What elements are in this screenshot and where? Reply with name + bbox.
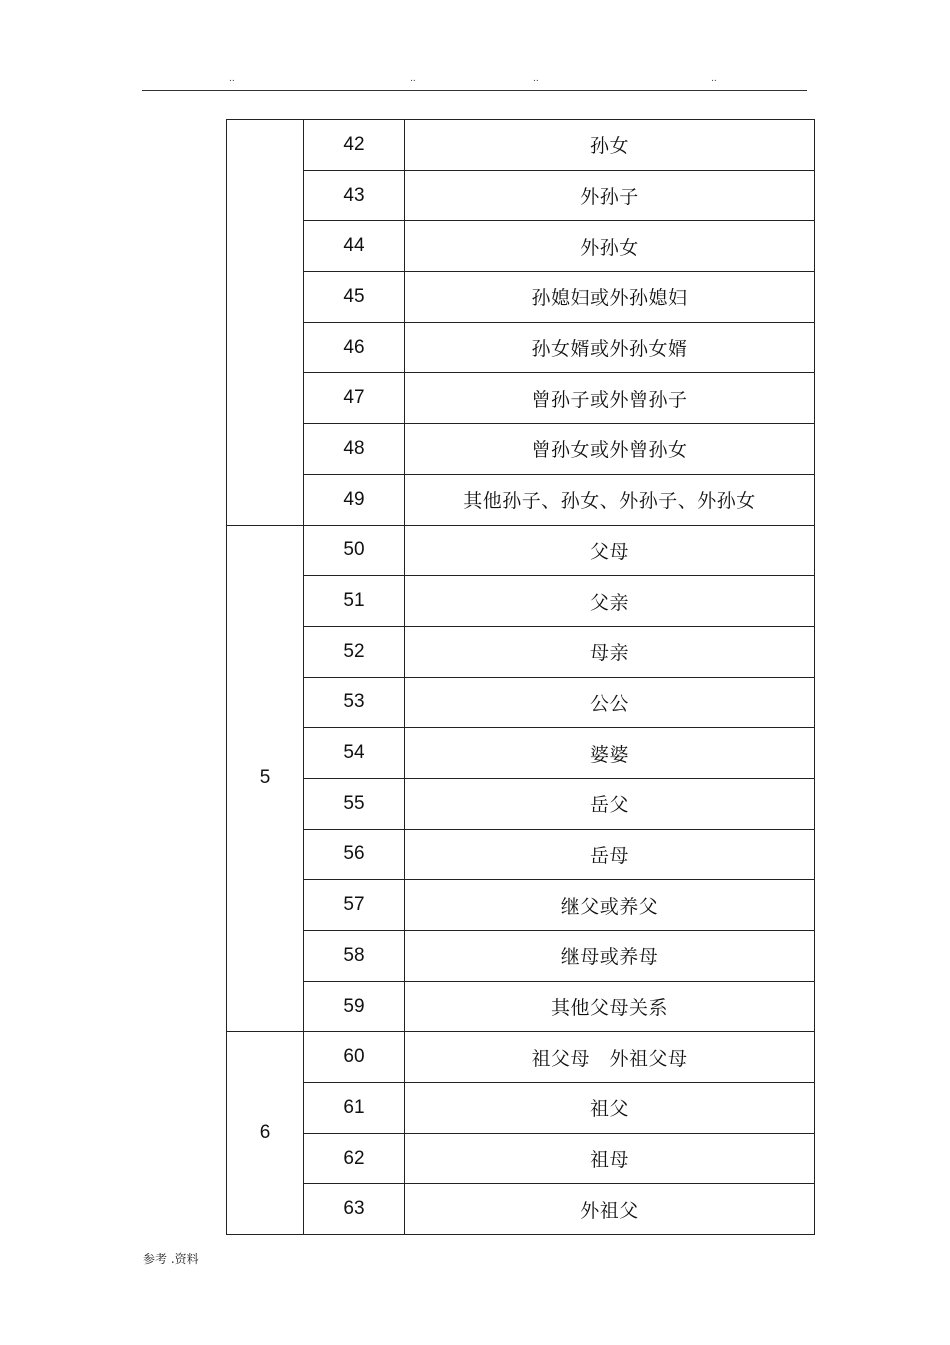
code-cell: 55 <box>304 778 405 829</box>
code-cell: 51 <box>304 576 405 627</box>
relation-name-cell: 祖父 <box>405 1083 815 1134</box>
code-cell: 58 <box>304 931 405 982</box>
code-cell: 49 <box>304 474 405 525</box>
table-row <box>227 626 815 677</box>
table-row <box>227 576 815 627</box>
header-mark-1: .. <box>229 74 235 84</box>
code-cell: 59 <box>304 981 405 1032</box>
code-cell: 46 <box>304 322 405 373</box>
table-row <box>227 525 815 576</box>
code-cell: 62 <box>304 1133 405 1184</box>
code-cell: 42 <box>304 120 405 171</box>
table-row <box>227 322 815 373</box>
code-cell: 48 <box>304 424 405 475</box>
relation-name-cell: 外祖父 <box>405 1184 815 1235</box>
header-rule <box>142 90 807 91</box>
table-row <box>227 424 815 475</box>
relation-name-cell: 公公 <box>405 677 815 728</box>
relation-name-cell: 其他孙子、孙女、外孙子、外孙女 <box>405 474 815 525</box>
relation-name-cell: 祖母 <box>405 1133 815 1184</box>
relation-name-cell: 岳母 <box>405 829 815 880</box>
table-row <box>227 373 815 424</box>
table-row <box>227 931 815 982</box>
relation-name-cell: 外孙子 <box>405 170 815 221</box>
code-cell: 53 <box>304 677 405 728</box>
table-row <box>227 120 815 171</box>
relation-name-cell: 母亲 <box>405 626 815 677</box>
code-cell: 54 <box>304 728 405 779</box>
relation-name-cell: 父亲 <box>405 576 815 627</box>
code-cell: 57 <box>304 880 405 931</box>
code-cell: 56 <box>304 829 405 880</box>
table-row <box>227 981 815 1032</box>
header-mark-2: .. <box>410 74 416 84</box>
code-cell: 47 <box>304 373 405 424</box>
relation-name-cell: 祖父母 外祖父母 <box>405 1032 815 1083</box>
relation-name-cell: 岳父 <box>405 778 815 829</box>
relation-name-cell: 继母或养母 <box>405 931 815 982</box>
table-row <box>227 677 815 728</box>
code-cell: 61 <box>304 1083 405 1134</box>
table-row <box>227 221 815 272</box>
relation-name-cell: 外孙女 <box>405 221 815 272</box>
table-row <box>227 272 815 323</box>
relation-name-cell: 孙女婿或外孙女婿 <box>405 322 815 373</box>
group-label-cell: 6 <box>227 1032 304 1235</box>
header-mark-4: .. <box>711 74 717 84</box>
table-row <box>227 829 815 880</box>
table-row <box>227 1032 815 1083</box>
code-cell: 45 <box>304 272 405 323</box>
relationship-code-table <box>226 119 815 1235</box>
code-cell: 44 <box>304 221 405 272</box>
relation-name-cell: 继父或养父 <box>405 880 815 931</box>
relation-name-cell: 曾孙子或外曾孙子 <box>405 373 815 424</box>
code-cell: 43 <box>304 170 405 221</box>
relation-name-cell: 曾孙女或外曾孙女 <box>405 424 815 475</box>
group-label-cell <box>227 120 304 526</box>
footer-text: 参考 .资料 <box>143 1252 199 1266</box>
table-row <box>227 1184 815 1235</box>
relation-name-cell: 孙媳妇或外孙媳妇 <box>405 272 815 323</box>
relation-name-cell: 婆婆 <box>405 728 815 779</box>
relation-name-cell: 其他父母关系 <box>405 981 815 1032</box>
table-row <box>227 1133 815 1184</box>
table-row <box>227 880 815 931</box>
table-row <box>227 1083 815 1134</box>
group-label-cell: 5 <box>227 525 304 1032</box>
table-row <box>227 170 815 221</box>
code-cell: 60 <box>304 1032 405 1083</box>
table-body <box>227 120 815 1235</box>
relation-name-cell: 孙女 <box>405 120 815 171</box>
code-cell: 50 <box>304 525 405 576</box>
code-cell: 63 <box>304 1184 405 1235</box>
code-cell: 52 <box>304 626 405 677</box>
table-row <box>227 474 815 525</box>
relation-name-cell: 父母 <box>405 525 815 576</box>
table-row <box>227 728 815 779</box>
header-mark-3: .. <box>533 74 539 84</box>
table-row <box>227 778 815 829</box>
